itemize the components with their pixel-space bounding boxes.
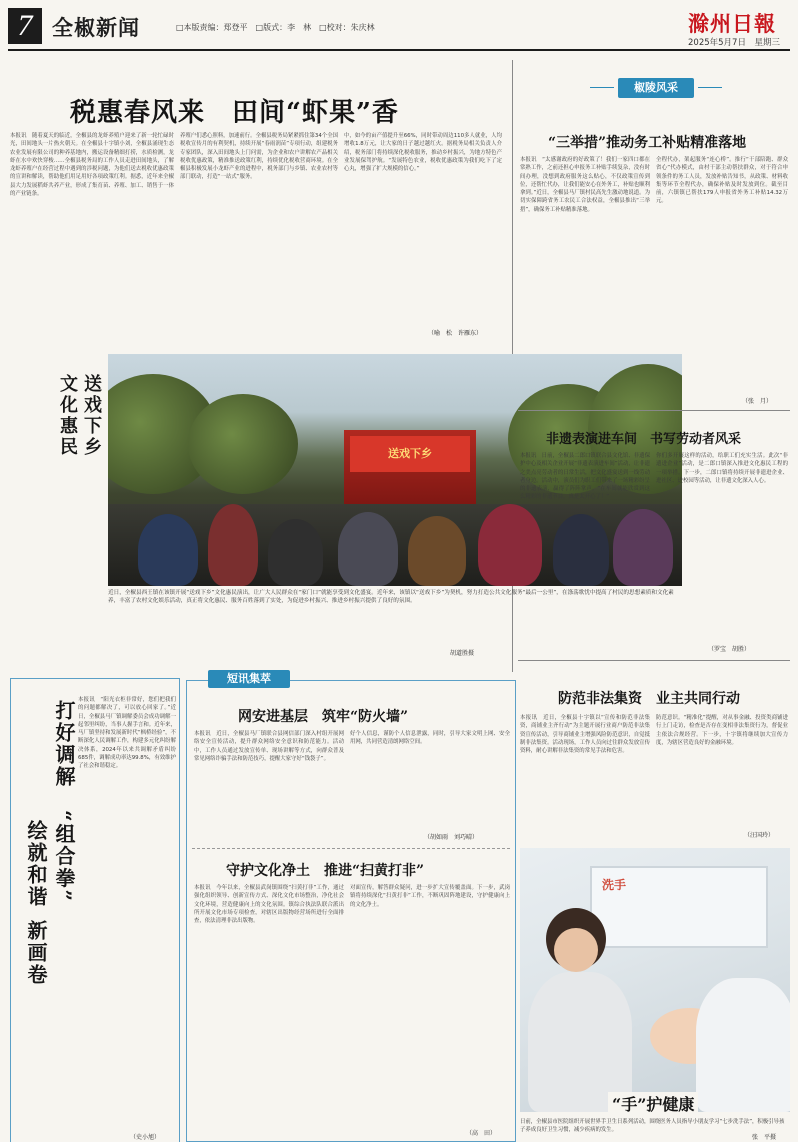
lead-byline: （喻 松 许雁东）: [428, 330, 483, 337]
health-credit: 张 平摄: [752, 1134, 777, 1141]
health-caption: 日前，全椒县市医院组织开展世界手卫生日系列活动，围绕医务人员指导小朋友学习“七步洗手法”，积极引导孩子养成良好卫生习惯，减少疾病的发生。: [520, 1119, 785, 1134]
mediation-vertical-title: [20, 700, 74, 1010]
tree: [188, 394, 298, 494]
issue-date: 2025年5月7日 星期三: [688, 38, 780, 48]
feiyi-headline: 非遗表演进车间 书写劳动者风采: [546, 432, 742, 447]
audience-member: [338, 512, 398, 586]
stage: [344, 430, 476, 510]
child-shirt: [528, 972, 632, 1112]
fangdao-byline: （汪国玲）: [744, 832, 775, 839]
network-column-2: 好个人信息，谨防个人信息泄露，同时，引导大家文明上网、安全用网，共同营造清朗网络空间。: [350, 731, 510, 746]
feature-credit: 胡道胜摄: [450, 650, 475, 657]
poster-board: [590, 866, 768, 948]
mediation-byline: （史小旭）: [130, 1134, 161, 1141]
lead-column-3: 中，如今的亩产值提升至66%，同时带动周边110多人就业，人均增收1.8万元，让大家的日子越过越红火。据税务局相关负责人介绍，税务部门将持续深化税收服务，推动乡村振兴，为地方特色产业发展保驾护航。“发展特色农业，税收优惠政策为我们吃下了定心丸，增强了扩大规模的信心。”: [344, 133, 502, 173]
masthead: [8, 6, 790, 50]
vertical-title-line-1: 送戏下乡: [81, 374, 102, 458]
child-face: [554, 928, 598, 972]
mediation-title-line-3: 绘就和谐: [24, 820, 48, 908]
feiyi-column-2: 你们多开展这样的活动，给职工们充实生活。此次“非遗进企业”活动，是二郎口镇深入推进文化惠民工程的一项举措。下一步，二郎口镇将持续开展非遗进企业、进社区、进校园等活动，让非遗文化深入人心。: [656, 453, 788, 484]
feiyi-column-1: 本报讯 日前，全椒县二郎口镇联合县文化馆、非遗保护中心及相关企业开展“非遗表演进车间”活动，让非遗之美点亮劳动者的日常生活，把文化盛宴送到一线劳动者身边。活动中，演员们为职工们带来了一场精彩纷呈的非遗表演，赢得了阵阵掌声。“在车间就能欣赏到这么精彩的非遗节目，真是太开心了！”: [520, 453, 650, 501]
network-column-1: 本报讯 近日，全椒县马厂镇联合县网信部门深入村组开展网络安全宣传活动，提升群众网络安全意识和防范能力。活动中，工作人员通过发放宣传单、现场讲解等方式，向群众普及常见网络诈骗手法和防范技巧，提醒大家守好“钱袋子”。: [194, 731, 344, 762]
fangdao-headline: 防范非法集资 业主共同行动: [558, 691, 740, 707]
mediation-title-line-1: 打好调解: [52, 700, 76, 788]
lead-column-1: 本报讯 随着夏天的临近，全椒县的龙虾养殖户迎来了新一轮忙碌时光，田间地头一片热火朝天。在全椒县十字镇小刘，全椒县涌现生态农业发展有限公司的种养基地内，搬运设备精细打捞，水质检测，龙虾在水中欢快穿梭……全椒县税务局的工作人员走进田间地头，了解龙虾养殖户在经营过程中遇到的涉税问题，为他们送去税收优惠政策的宣讲和解读，帮助他们用足用好各项政策红利。据悉，近年来全椒县大力发展稻虾共养产业，形成了集育苗、养殖、加工、销售于一体的产业链条。: [10, 133, 174, 198]
mediation-text: 本报讯 “阳光衣柜非常好，您们把我们的问题都解决了，可以放心回家了。”近日，全椒县马厂镇调解委员会成功调解一起邻里纠纷，当事人握手言和。近年来，马厂镇坚持和发展新时代“枫桥经验”，不断深化人民调解工作，构建多元化纠纷解决体系，2024年以来共调解矛盾纠纷685件，调解成功率达99.8%，有效维护了社会和谐稳定。: [78, 697, 176, 770]
audience-member: [138, 514, 198, 586]
culture-column-1: 本报讯 今年以来，全椒县武岗镇围绕“扫黄打非”工作，通过强化组织领导、创新宣传方式、深化文化市场整治，净化社会文化环境，营造健康向上的文化氛围。镇综合执法队联合派出所开展文化市场专项检查，对辖区出版物经营场所进行全面排查，依法清理非法出版物。: [194, 885, 344, 925]
stage-banner: 送戏下乡: [350, 436, 470, 472]
newspaper-logo: 滁州日報: [688, 11, 776, 36]
vertical-title-line-2: 文化惠民: [57, 374, 78, 458]
network-headline: 网安进基层 筑牢“防火墙”: [238, 709, 409, 725]
audience-member: [268, 519, 323, 586]
culture-byline: （高 田）: [466, 1130, 497, 1137]
page-number: 7: [8, 8, 42, 44]
audience-member: [408, 516, 466, 586]
helper-coat: [696, 978, 790, 1112]
masthead-rule: [8, 49, 790, 51]
jiaoling-column-2: 全程代办，架起服务“连心桥”。推行“干部陪跑、群众省心”代办模式，由村干部主动帮扶群众，对于符合申领条件的务工人员，发放补贴告知书，从政策、材料收集等环节全程代办，确保补贴及时发放到位。截至目前，六镇镇已帮扶179人申报省外务工补贴14.32万元。: [656, 157, 788, 205]
jiaoling-headline: “三举措”推动务工补贴精准落地: [548, 135, 747, 151]
mediation-title-line-2: “组合拳”: [52, 810, 76, 904]
section-title: 全椒新闻: [52, 15, 140, 40]
fangdao-column-2: 防范意识。“精准化”提醒，对从事金融、投资类商铺进行上门走访，检查是否存在变相非法集资行为，督促业主依法合规经营。下一步，十字镇将继续加大宣传力度，为辖区营造良好的金融环境。: [656, 715, 788, 746]
section-tag-jiaoling: 椒陵风采: [618, 78, 694, 98]
fangdao-column-1: 本报讯 近日，全椒县十字镇以“宣传和防范非法集资，商铺业主齐行动”为主题开展行业商户防范非法集资宣传活动，引导商铺业主增强风险防范意识，自觉抵制非法集资。活动现场，工作人员向过往群众发放宣传资料，耐心讲解非法集资的常见手法和危害。: [520, 715, 650, 755]
handwashing-photo: [520, 848, 790, 1112]
feiyi-byline: （罗宝 胡胜）: [708, 646, 751, 653]
jiaoling-column-1: 本报讯 “太感谢政府的好政策了！我们一家四口都在常熟工作，之前还担心申报务工补贴手续复杂，没有时间办理，没想到政府服务这么贴心，不仅政策宣传到位，还帮忙代办，让我们能安心在外务工，补贴也顺利拿到。”近日，全椒县马厂镇村民高先生激动地说道。为切实保障跨省务工农民工合法权益，全椒县推出“三举措”，确保务工补贴精准落地。: [520, 157, 650, 213]
section-tag-duanxun: 短讯集萃: [208, 670, 290, 688]
feature-caption: 近日，全椒县西王镇在该镇开展“送戏下乡”文化惠民演出，让广大人民群众在“家门口”就能享受到文化盛宴。近年来，该镇以“送戏下乡”为契机，努力打造公共文化服务“最后一公里”，在涤荡歌忧中提高了村民的思想素质和文化素养，丰富了农村文化娱乐活动，真正将文化惠民、服务百姓落到了实处，为促进乡村振兴、推进乡村振兴提供了良好的氛围。: [108, 590, 674, 605]
lead-column-2: 养殖户们悉心照料，加速前行。全椒县税务局紧紧抓住第34个全国税收宣传月的有利契机，持续开展“春雨润苗”专项行动，组建税务专家团队，深入田间地头上门问需，为企业和农户讲解农产品相关税收优惠政策，精准推送政策红利，持续优化税收营商环境。在全椒县积极发展小龙虾产业的进程中，税务部门与乡镇、农业农村等部门联动，打造“一站式”服务。: [180, 133, 338, 181]
mediation-title-line-4: 新画卷: [24, 920, 48, 986]
lead-headline: 税惠春风来 田间“虾果”香: [70, 98, 399, 128]
section-rule: [518, 410, 790, 411]
feature-vertical-title: [54, 374, 102, 580]
editor-credits: □本版责编：郑登平 □版式：李 林 □校对：朱庆林: [176, 23, 375, 32]
brief-divider: [192, 848, 510, 849]
audience-member: [208, 504, 258, 586]
culture-column-2: 对面宣传，解答群众疑问，进一步扩大宣传覆盖面。下一步，武岗镇将持续深化“扫黄打非”工作，不断巩固阵地建设，守护健康向上的文化净土。: [350, 885, 510, 908]
jiaoling-byline: （张 月）: [742, 398, 773, 405]
network-byline: （胡如雨 刘巧晴）: [424, 834, 479, 841]
culture-headline: 守护文化净土 推进“扫黄打非”: [226, 863, 425, 879]
poster-text: 洗手: [602, 878, 627, 892]
health-headline: “手”护健康: [608, 1092, 698, 1115]
section-rule: [518, 660, 790, 661]
